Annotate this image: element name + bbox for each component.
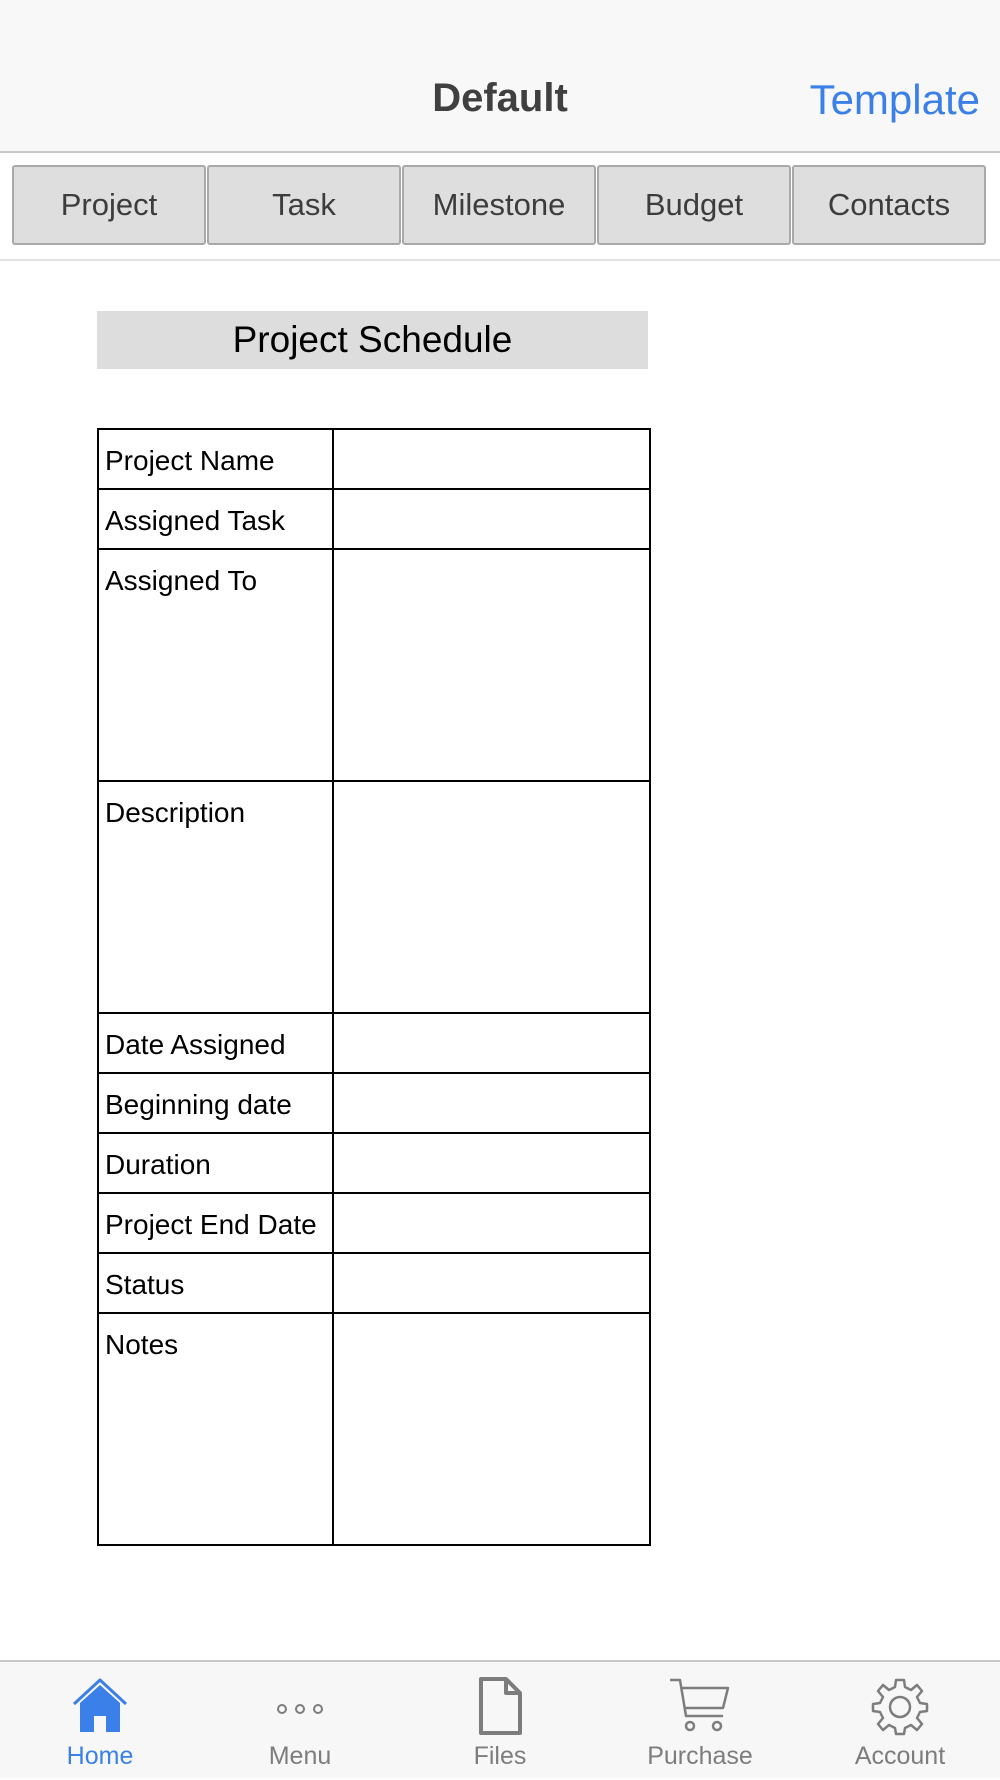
file-icon xyxy=(470,1676,530,1736)
bottom-tab-home[interactable] xyxy=(0,1662,200,1780)
page-title: Default xyxy=(432,76,568,120)
table-row xyxy=(98,429,650,489)
bottom-tab-label: Purchase xyxy=(647,1742,753,1770)
bottom-tab-label: Menu xyxy=(268,1742,332,1770)
table-row xyxy=(98,1073,650,1133)
table-row xyxy=(98,1013,650,1073)
beginning-date-cell[interactable] xyxy=(333,1073,650,1133)
description-cell[interactable] xyxy=(333,781,650,1013)
table-row xyxy=(98,1253,650,1313)
row-label: Assigned To xyxy=(98,549,333,781)
table-row xyxy=(98,1193,650,1253)
table-row xyxy=(98,489,650,549)
tab-budget[interactable]: Budget xyxy=(597,165,791,245)
row-label: Project End Date xyxy=(98,1193,333,1253)
notes-cell[interactable] xyxy=(333,1313,650,1545)
table-row xyxy=(98,1313,650,1545)
status-cell[interactable] xyxy=(333,1253,650,1313)
schedule-table xyxy=(97,428,651,1546)
duration-cell[interactable] xyxy=(333,1133,650,1193)
project-name-cell[interactable] xyxy=(333,429,650,489)
table-row xyxy=(98,1133,650,1193)
template-button[interactable]: Template xyxy=(809,76,980,123)
category-tabs xyxy=(0,153,1000,261)
navigation-header xyxy=(0,0,1000,153)
bottom-tab-label: Home xyxy=(66,1742,134,1770)
gear-icon xyxy=(870,1676,930,1736)
table-row xyxy=(98,781,650,1013)
assigned-task-cell[interactable] xyxy=(333,489,650,549)
tab-milestone[interactable]: Milestone xyxy=(402,165,596,245)
bottom-tab-account[interactable] xyxy=(800,1662,1000,1780)
assigned-to-cell[interactable] xyxy=(333,549,650,781)
date-assigned-cell[interactable] xyxy=(333,1013,650,1073)
tab-task[interactable]: Task xyxy=(207,165,401,245)
bottom-tab-bar xyxy=(0,1660,1000,1778)
bottom-tab-menu[interactable] xyxy=(200,1662,400,1780)
row-label: Date Assigned xyxy=(98,1013,333,1073)
row-label: Assigned Task xyxy=(98,489,333,549)
bottom-tab-label: Files xyxy=(473,1742,527,1770)
row-label: Duration xyxy=(98,1133,333,1193)
project-end-date-cell[interactable] xyxy=(333,1193,650,1253)
row-label: Notes xyxy=(98,1313,333,1545)
bottom-tab-label: Account xyxy=(854,1742,946,1770)
cart-icon xyxy=(670,1676,730,1736)
home-icon xyxy=(70,1676,130,1736)
bottom-tab-files[interactable] xyxy=(400,1662,600,1780)
table-row xyxy=(98,549,650,781)
tab-contacts[interactable]: Contacts xyxy=(792,165,986,245)
row-label: Status xyxy=(98,1253,333,1313)
bottom-tab-purchase[interactable] xyxy=(600,1662,800,1780)
row-label: Project Name xyxy=(98,429,333,489)
tab-project[interactable]: Project xyxy=(12,165,206,245)
row-label: Description xyxy=(98,781,333,1013)
row-label: Beginning date xyxy=(98,1073,333,1133)
document-title: Project Schedule xyxy=(97,311,648,369)
more-icon xyxy=(270,1676,330,1736)
